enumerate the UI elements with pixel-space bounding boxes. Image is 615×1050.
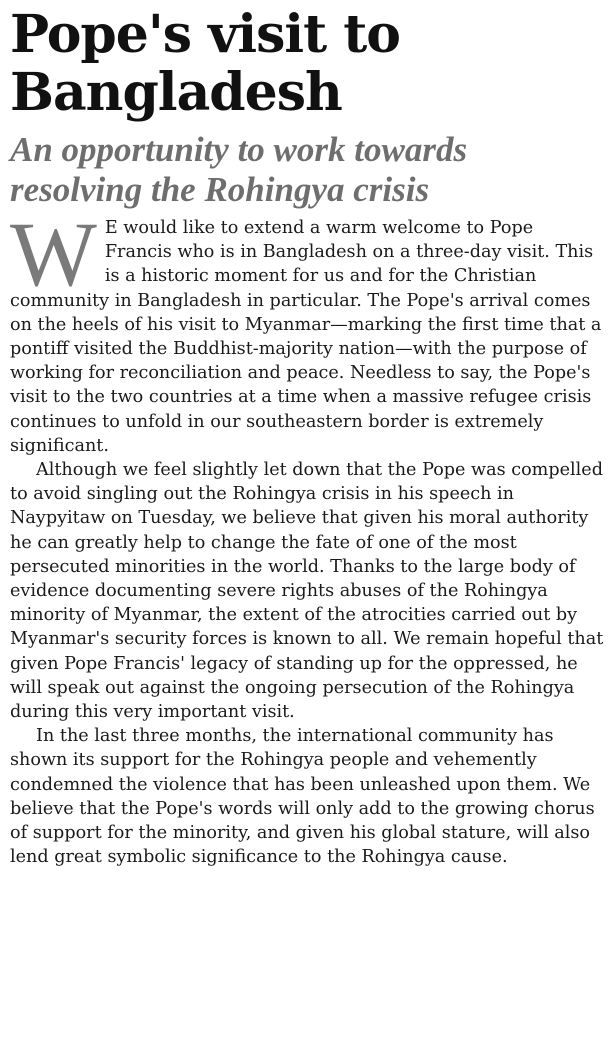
subheadline: An opportunity to work towards resolving the Rohingya crisis (10, 130, 468, 209)
paragraph-1-text: E would like to extend a warm welcome to Pope Francis who is in Bangladesh on a three-day visit. This is a historic moment for us and for the Christian community in Bangladesh in particular. The Pope's arrival comes on the heels of his visit to Myanmar—marking the first time that a pontiff visited the Buddhist-majority nation—with the purpose of working for reconciliation and peace. Needless to say, the Pope's visit to the two countries at a time when a massive refugee crisis continues to unfold in our southeastern border is extremely significant. (10, 218, 602, 456)
editorial-article (10, 6, 604, 869)
paragraph-3: In the last three months, the international community has shown its support for the Rohingya people and vehemently condemned the violence that has been unleashed upon them. We believe that the Pope's words will only add to the growing chorus of support for the minority, and given his global stature, will also lend great symbolic significance to the Rohingya cause. (10, 726, 595, 868)
headline: Pope's visit to Bangladesh (10, 4, 400, 123)
paragraph-2: Although we feel slightly let down that the Pope was compelled to avoid singling out the Rohingya crisis in his speech in Naypyitaw on Tuesday, we believe that given his moral authority he can greatly help to change the fate of one of the most persecuted minorities in the world. Thanks to the large body of evidence documenting severe rights abuses of the Rohingya minority of Myanmar, the extent of the atrocities carried out by Myanmar's security forces is known to all. We remain hopeful that given Pope Francis' legacy of standing up for the oppressed, he will speak out against the ongoing persecution of the Rohingya during this very important visit. (10, 460, 604, 723)
article-body (10, 203, 604, 869)
drop-cap: W (10, 203, 97, 305)
paragraph-1 (10, 203, 604, 458)
